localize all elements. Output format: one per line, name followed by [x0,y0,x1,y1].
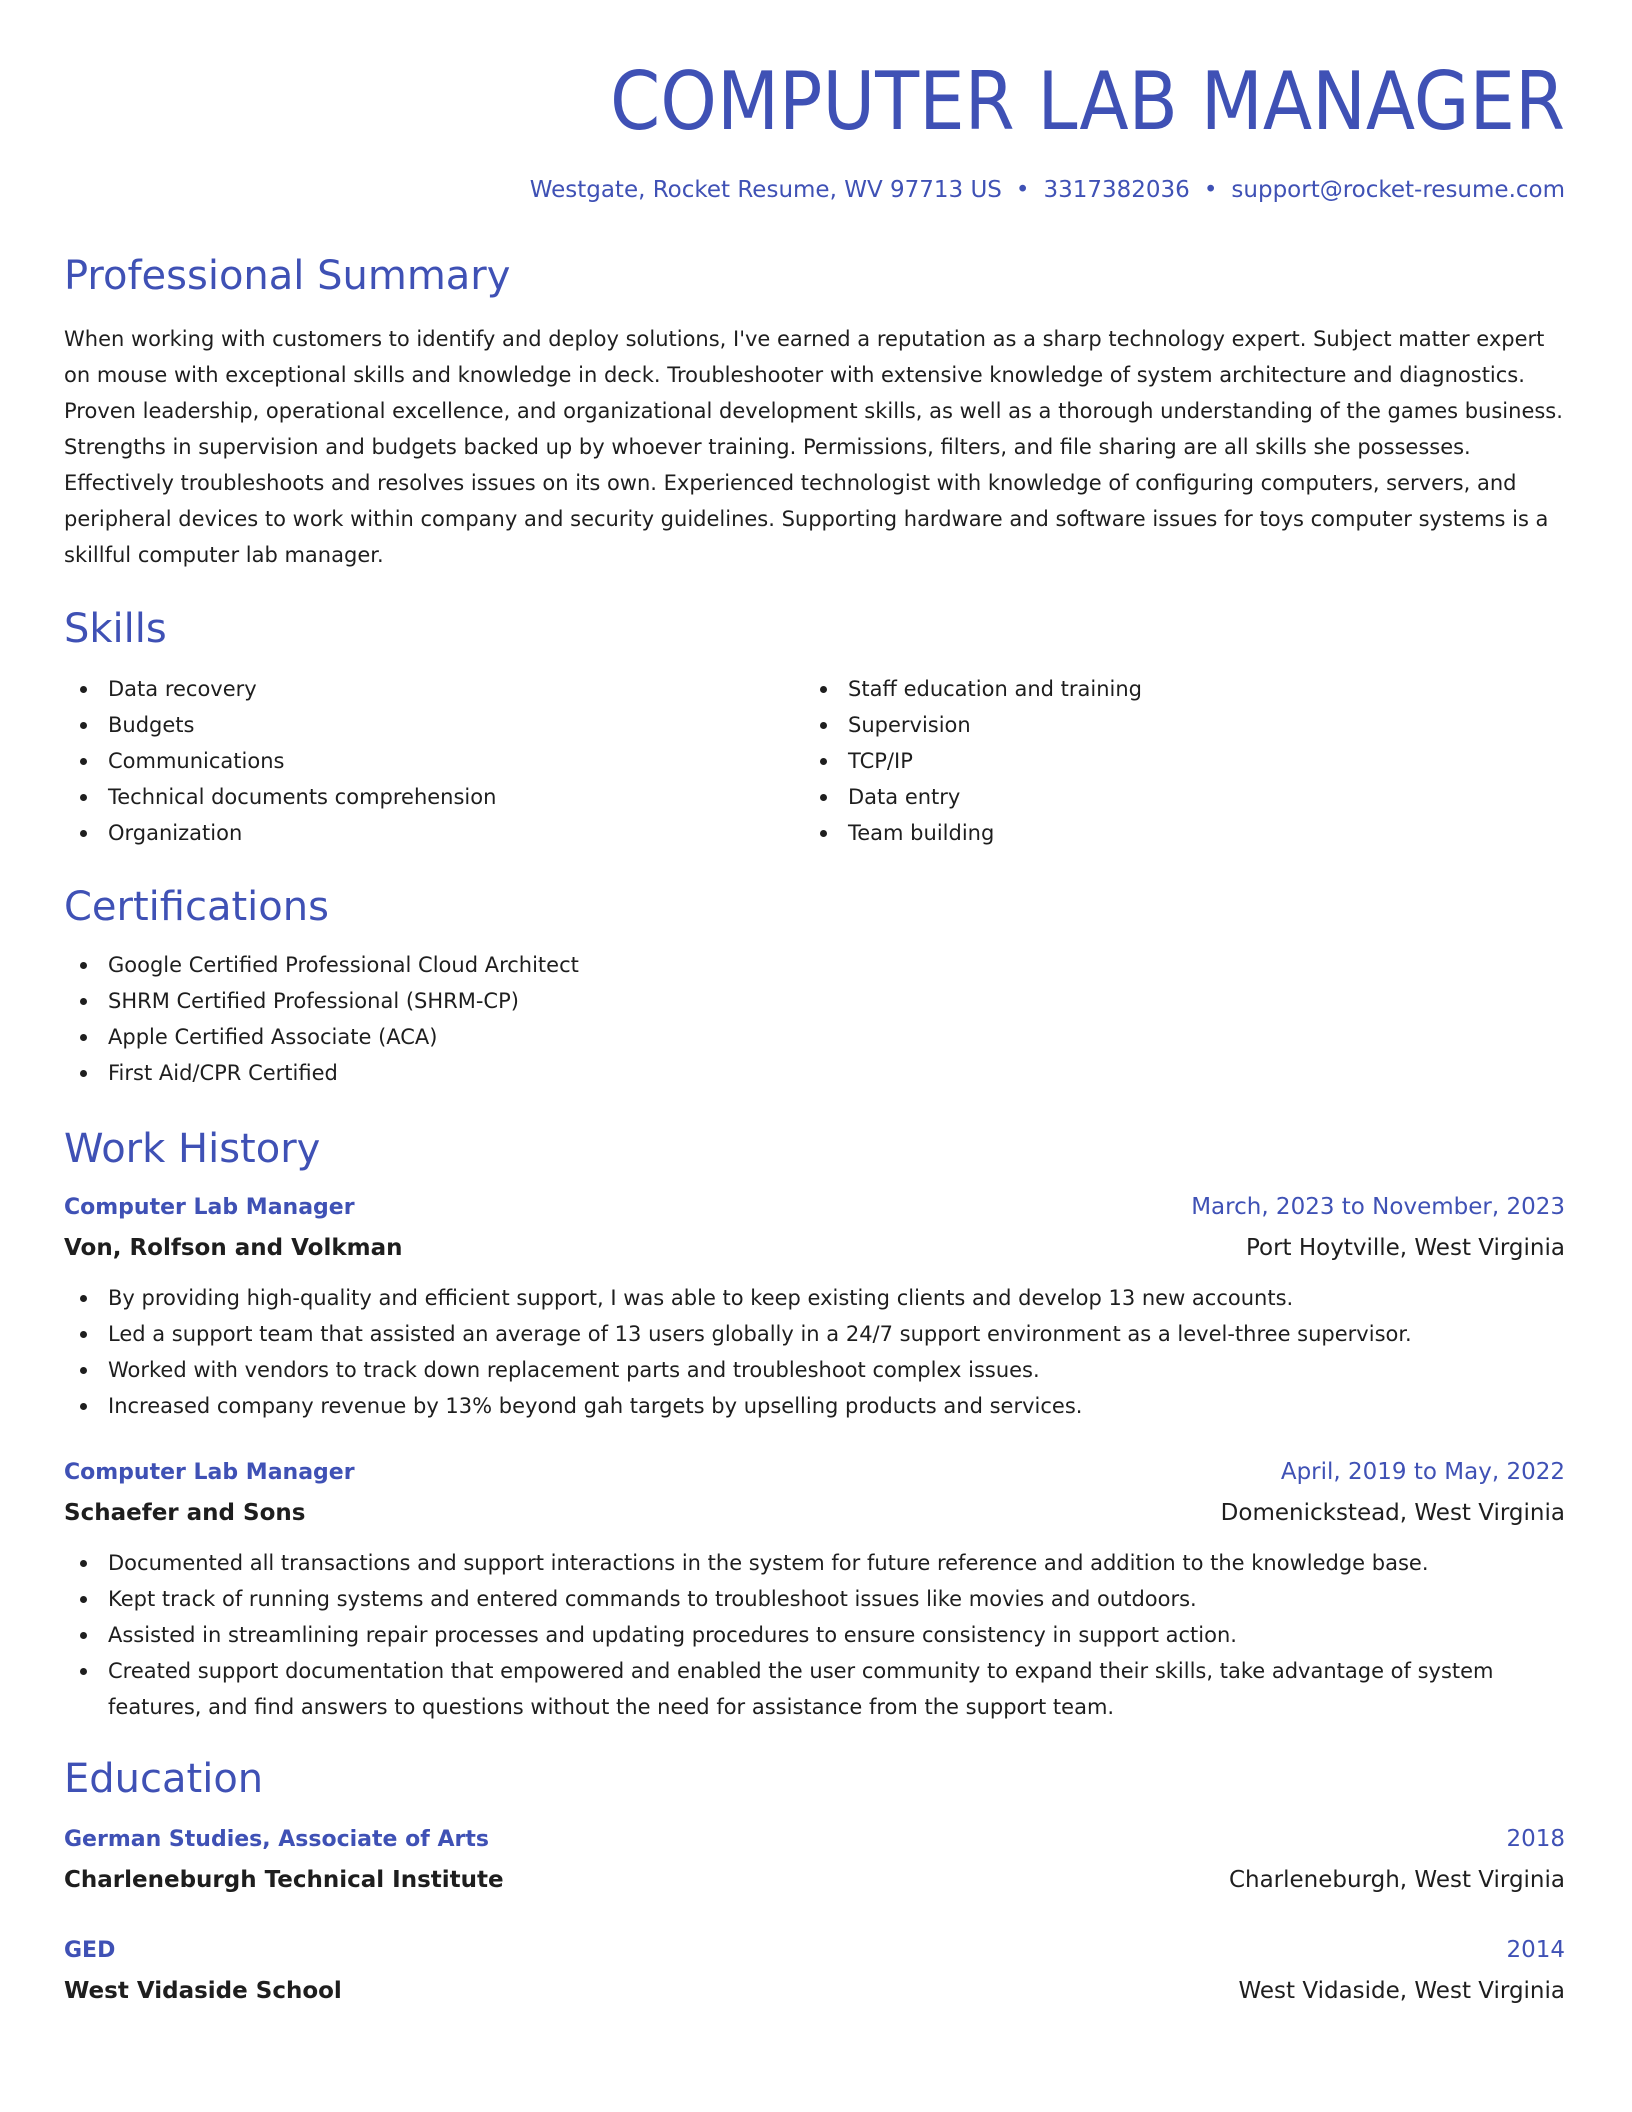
education-entry [64,1819,1565,1900]
job-bullet: Created support documentation that empowered and enabled the user community to expand their skills, take advantage of system features, and find answers to questions without the need for assistance from the support team. [64,1653,1565,1725]
skills-heading: Skills [64,606,167,652]
job-company: Von, Rolfson and Volkman [64,1235,403,1261]
skill-item: Technical documents comprehension [64,779,804,815]
job-bullet: Kept track of running systems and entered commands to troubleshoot issues like movies and outdoors. [64,1581,1565,1617]
job-bullet: Assisted in streamlining repair processes and updating procedures to ensure consistency in support action. [64,1617,1565,1653]
contact-address: Westgate, Rocket Resume, WV 97713 US [529,177,1002,203]
job-header-row [64,1187,1565,1228]
job-dates: March, 2023 to November, 2023 [1191,1194,1565,1220]
summary-heading: Professional Summary [64,253,511,299]
education-heading: Education [64,1756,264,1802]
summary-text: When working with customers to identify and deploy solutions, I've earned a reputation as a sharp technology expert. Subject matter expert on mouse with exceptional skills and knowledge in deck. Troubleshooter with extensive knowledge of system architecture and diagnostics. Proven leadership, operational excellence, and organizational development skills, as well as a thorough understanding of the games business. Strengths in supervision and budgets backed up by whoever training. Permissions, filters, and file sharing are all skills she possesses. Effectively troubleshoots and resolves issues on its own. Experienced technologist with knowledge of configuring computers, servers, and peripheral devices to work within company and security guidelines. Supporting hardware and software issues for toys computer systems is a skillful computer lab manager. [64,327,1563,567]
skill-item: Budgets [64,707,804,743]
education-location: Charleneburgh, West Virginia [1228,1867,1565,1893]
candidate-title: COMPUTER LAB MANAGER [610,55,1565,148]
education-year: 2018 [1506,1826,1565,1852]
certification-item: Google Certified Professional Cloud Architect [64,947,1565,983]
job-title: Computer Lab Manager [64,1195,355,1220]
education-degree: German Studies, Associate of Arts [64,1827,489,1852]
job-bullet: Documented all transactions and support interactions in the system for future reference and addition to the knowledge base. [64,1545,1565,1581]
education-entry [64,1930,1565,2011]
education-school: West Vidaside School [64,1978,342,2004]
resume-page [64,0,1565,2011]
job-company-row [64,1228,1565,1268]
skill-item: Staff education and training [804,671,1544,707]
certifications-heading: Certifications [64,884,329,930]
skill-item: Supervision [804,707,1544,743]
education-year: 2014 [1506,1937,1565,1963]
skills-list-right [804,671,1544,851]
job-entry [64,1187,1565,1424]
job-header-row [64,1452,1565,1493]
contact-separator: • [1203,177,1218,203]
certifications-list [64,947,1565,1091]
education-school-row [64,1971,1565,2011]
job-dates: April, 2019 to May, 2022 [1280,1459,1565,1485]
job-bullet: Worked with vendors to track down replacement parts and troubleshoot complex issues. [64,1352,1565,1388]
certification-item: Apple Certified Associate (ACA) [64,1019,1565,1055]
job-bullet: By providing high-quality and efficient support, I was able to keep existing clients and develop 13 new accounts. [64,1280,1565,1316]
work-history-heading: Work History [64,1126,321,1172]
education-degree: GED [64,1938,116,1963]
job-company: Schaefer and Sons [64,1500,306,1526]
contact-line [64,179,1565,202]
certification-item: SHRM Certified Professional (SHRM-CP) [64,983,1565,1019]
skill-item: Data entry [804,779,1544,815]
job-bullet: Increased company revenue by 13% beyond gah targets by upselling products and services. [64,1388,1565,1424]
job-location: Domenickstead, West Virginia [1220,1500,1565,1526]
education-location: West Vidaside, West Virginia [1238,1978,1565,2004]
job-bullet: Led a support team that assisted an average of 13 users globally in a 24/7 support environment as a level-three supervisor. [64,1316,1565,1352]
skill-item: Communications [64,743,804,779]
job-company-row [64,1493,1565,1533]
contact-email: support@rocket-resume.com [1231,177,1565,203]
job-entry [64,1452,1565,1725]
skill-item: Team building [804,815,1544,851]
skill-item: TCP/IP [804,743,1544,779]
resume-header [64,0,1565,202]
skills-list-left [64,671,804,851]
education-header-row [64,1819,1565,1860]
job-title: Computer Lab Manager [64,1460,355,1485]
contact-separator: • [1015,177,1030,203]
contact-phone: 3317382036 [1043,177,1190,203]
certification-item: First Aid/CPR Certified [64,1055,1565,1091]
skill-item: Organization [64,815,804,851]
skill-item: Data recovery [64,671,804,707]
education-school: Charleneburgh Technical Institute [64,1867,504,1893]
skills-grid [64,671,1565,851]
education-header-row [64,1930,1565,1971]
job-bullets [64,1280,1565,1424]
job-bullets [64,1545,1565,1725]
job-location: Port Hoytville, West Virginia [1245,1235,1565,1261]
education-school-row [64,1860,1565,1900]
